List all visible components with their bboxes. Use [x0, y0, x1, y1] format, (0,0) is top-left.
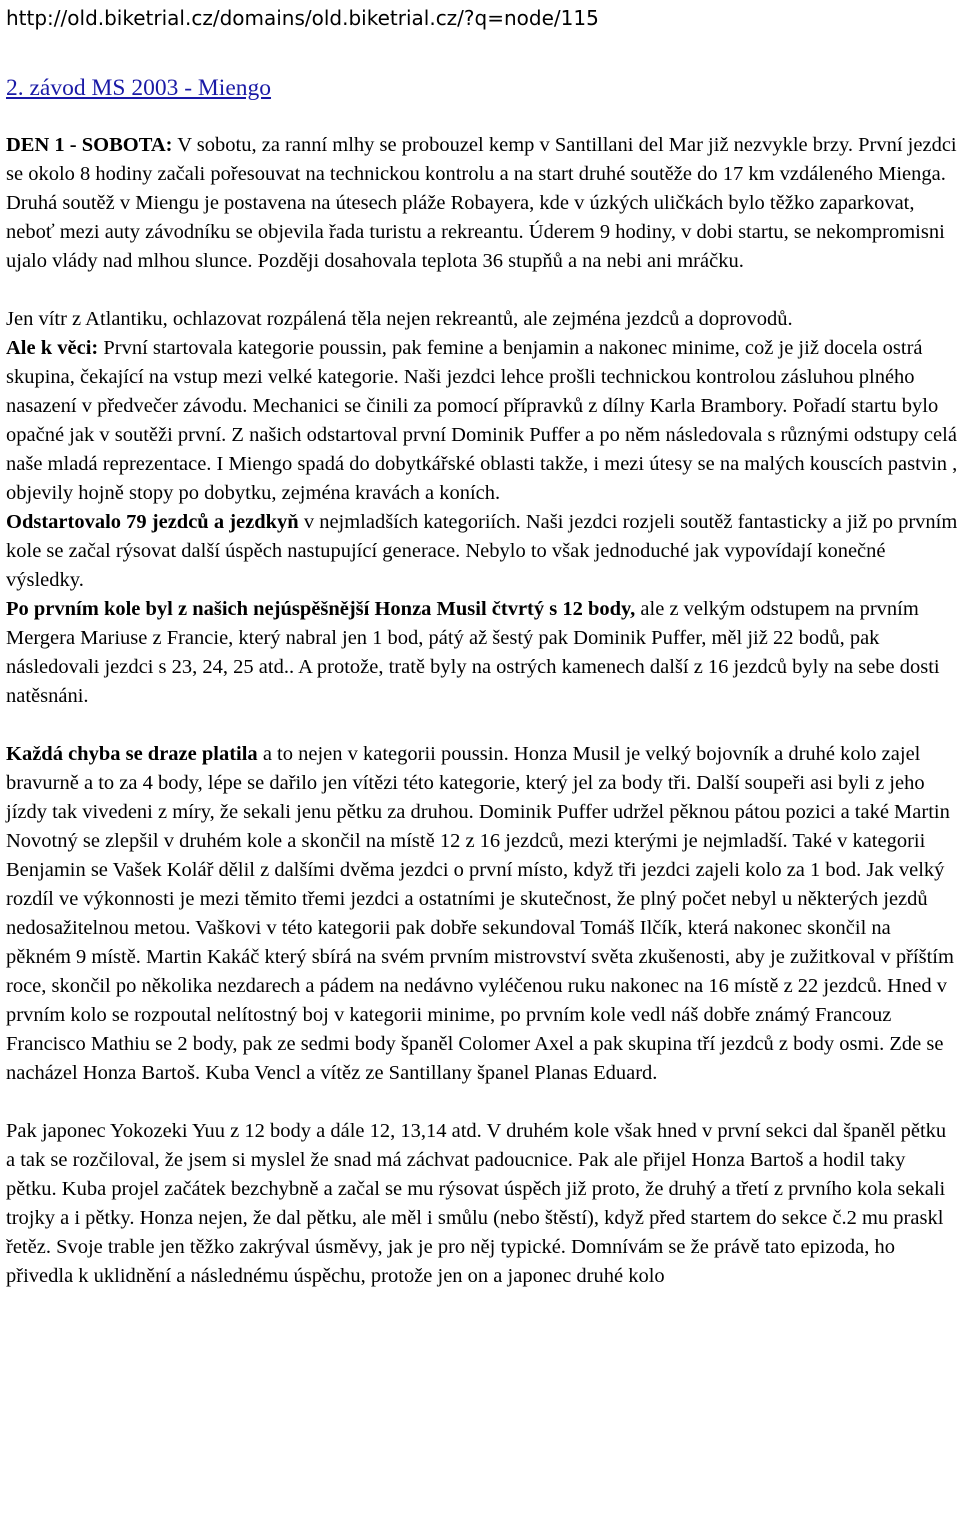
paragraph-kazda-chyba: [6, 740, 960, 1088]
paragraph-yokozeki: [6, 1117, 960, 1291]
lead-bold: DEN 1 - SOBOTA:: [6, 134, 173, 156]
paragraph-den1: [6, 131, 960, 276]
paragraph-text: Jen vítr z Atlantiku, ochlazovat rozpálená těla nejen rekreantů, ale zejména jezdců a doprovodů.: [6, 308, 793, 330]
lead-bold: Každá chyba se draze platila: [6, 743, 258, 765]
paragraph-po-prvnim-kole: [6, 595, 960, 711]
article-title-link[interactable]: 2. závod MS 2003 - Miengo: [6, 75, 272, 101]
paragraph-wind: [6, 305, 960, 334]
paragraph-odstartovalo: [6, 508, 960, 595]
paragraph-text: a to nejen v kategorii poussin. Honza Musil je velký bojovník a druhé kolo zajel bravurně a to za 4 body, lépe se dařilo jen vítězi této kategorie, který jel za body tři. Další soupeři asi byli z jeho jízdy tak vivedeni z míry, že sekali jenu pětku za druhou. Dominik Puffer udržel pěknou pátou pozici a také Martin Novotný se zlepšil v druhém kole a skončil na místě 12 z 16 jezdců, mezi kterými je nejmladší. Také v kategorii Benjamin se Vašek Kolář dělil z dalšími dvěma jezdci o první místo, když tři jezdci zajeli kolo za 1 bod. Jak velký rozdíl ve výkonnosti je mezi těmito třemi jezdci a ostatními je skutečnost, že plný počet nebyl u některých jezdů nedosažitelnou metou. Vaškovi v této kategorii pak dobře sekundoval Tomáš Ilčík, která nakonec skončil na pěkném 9 místě. Martin Kakáč který sbírá na svém prvním mistrovství světa zkušenosti, aby je zužitkoval v příštím roce, skončil po několika nezdarech a pádem na nedávno vyléčenou ruku nakonec na 16 místě z 22 jezdců. Hned v prvním kolo se rozpoutal nelítostný boj v kategorii minime, po prvním kole vedl náš dobře známý Francouz Francisco Mathiu se 2 body, pak ze sedmi body španěl Colomer Axel a pak skupina tří jezdců z body osmi. Zde se nacházel Honza Bartoš. Kuba Vencl a vítěz ze Santillany španel Planas Eduard.: [6, 743, 954, 1084]
lead-bold: Po prvním kole byl z našich nejúspěšnější Honza Musil čtvrtý s 12 body,: [6, 598, 636, 620]
page-url: http://old.biketrial.cz/domains/old.biketrial.cz/?q=node/115: [6, 6, 599, 30]
paragraph-text: v nejmladších kategoriích. Naši jezdci rozjeli soutěž fantasticky a již po prvním kole se začal rýsovat další úspěch nastupující generace. Nebylo to však jednoduché jak vypovídají konečné výsledky.: [6, 511, 958, 591]
paragraph-text: ale z velkým odstupem na prvním Mergera Mariuse z Francie, který nabral jen 1 bod, pátý až šestý pak Dominik Puffer, měl již 22 bodů, pak následovali jezdci s 23, 24, 25 atd.. A protože, tratě byly na ostrých kamenech další z 16 jezdců byly na sebe dosti natěsnáni.: [6, 598, 940, 707]
paragraph-text: První startovala kategorie poussin, pak femine a benjamin a nakonec minime, což je již docela ostrá skupina, čekající na vstup mezi velké kategorie. Naši jezdci lehce prošli technickou kontrolou zásluhou plného nasazení v předvečer závodu. Mechanici se činili za pomocí přípravků z dílny Karla Brambory. Pořadí startu bylo opačné jak v soutěži první. Z našich odstartoval první Dominik Puffer a po něm následovala s různými odstupy celá naše mladá reprezentace. I Miengo spadá do dobytkářské oblasti takže, i mezi útesy se na malých kouscích pastvin , objevily hojně stopy po dobytku, zejména kravách a koních.: [6, 337, 958, 504]
lead-bold: Odstartovalo 79 jezdců a jezdkyň: [6, 511, 299, 533]
paragraph-text: Pak japonec Yokozeki Yuu z 12 body a dále 12, 13,14 atd. V druhém kole však hned v první sekci dal španěl pětku a tak se rozčiloval, že jsem si myslel že snad má záchvat padoucnice. Pak ale přijel Honza Bartoš a hodil taky pětku. Kuba projel začátek bezchybně a začal se mu rýsovat úspěch již proto, že druhý a třetí z prvního kola sekali trojky a i pětky. Honza nejen, že dal pětku, ale měl i smůlu (nebo štěstí), když před startem do sekce č.2 mu praskl řetěz. Svoje trable jen těžko zakrýval úsměvy, jak je pro něj typické. Domnívám se že právě tato epizoda, ho přivedla k uklidnění a následnému úspěchu, protože jen on a japonec druhé kolo: [6, 1120, 947, 1287]
paragraph-ale-k-veci: [6, 334, 960, 508]
article-body: [6, 131, 960, 1291]
paragraph-text: V sobotu, za ranní mlhy se probouzel kemp v Santillani del Mar již nezvykle brzy. První jezdci se okolo 8 hodiny začali pořesouvat na technickou kontrolu a na start druhé soutěže do 17 km vzdáleného Mienga. Druhá soutěž v Miengu je postavena na útesech pláže Robayera, kde v úzkých uličkách bylo těžko zaparkovat, neboť mezi auty závodníku se objevila řada turistu a rekreantu. Úderem 9 hodiny, v dobi startu, se nekompromisni ujalo vlády nad mlhou slunce. Později dosahovala teplota 36 stupňů a na nebi ani mráčku.: [6, 134, 957, 272]
lead-bold: Ale k věci:: [6, 337, 99, 359]
